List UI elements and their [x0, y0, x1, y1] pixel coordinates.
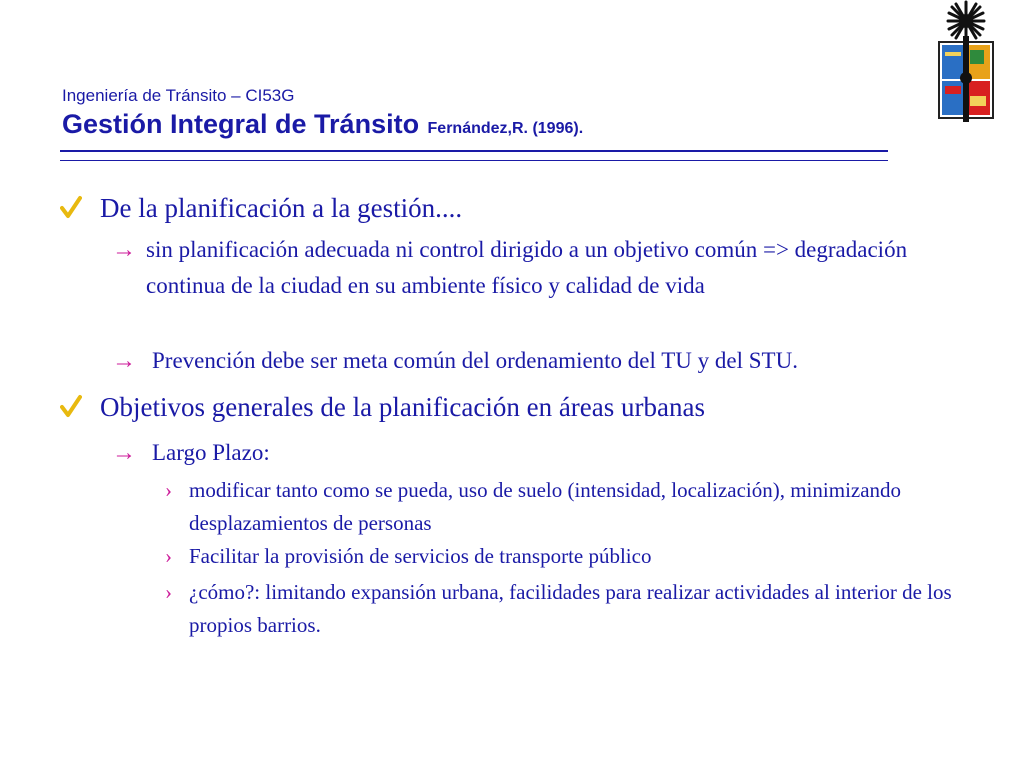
chevron-right-icon: ›	[165, 478, 172, 502]
course-name: Ingeniería de Tránsito – CI53G	[62, 86, 295, 105]
check-icon	[60, 195, 82, 219]
title-main: Gestión Integral de Tránsito	[62, 109, 420, 139]
bullet-2-text: Objetivos generales de la planificación en áreas urbanas	[100, 392, 705, 422]
bullet-1-1-text: sin planificación adecuada ni control dirigido a un objetivo común => degradación continua de la ciudad en su ambiente físico y calidad de vida	[146, 237, 908, 298]
header-rule-top	[60, 150, 888, 152]
title-reference: Fernández,R. (1996).	[427, 120, 584, 137]
check-icon	[60, 394, 82, 418]
arrow-right-icon: →	[112, 348, 136, 374]
chevron-right-icon: ›	[165, 580, 172, 604]
slide-title	[62, 109, 583, 140]
university-logo	[934, 0, 998, 124]
bullet-1-text: De la planificación a la gestión....	[100, 193, 463, 223]
arrow-right-icon: →	[112, 237, 136, 263]
bullet-2-1-text: Largo Plazo:	[152, 440, 270, 465]
arrow-right-icon: →	[112, 440, 136, 466]
bullet-1-2-text: Prevención debe ser meta común del ordenamiento del TU y del STU.	[152, 348, 798, 373]
chevron-right-icon: ›	[165, 544, 172, 568]
bullet-2-1-3-text: ¿cómo?: limitando expansión urbana, facilidades para realizar actividades al interior de los propios barrios.	[189, 580, 952, 637]
bullet-2-1-1-text: modificar tanto como se pueda, uso de suelo (intensidad, localización), minimizando desplazamientos de personas	[189, 478, 902, 535]
bullet-2-1-2-text: Facilitar la provisión de servicios de transporte público	[189, 544, 652, 568]
header-rule-bottom	[60, 160, 888, 161]
